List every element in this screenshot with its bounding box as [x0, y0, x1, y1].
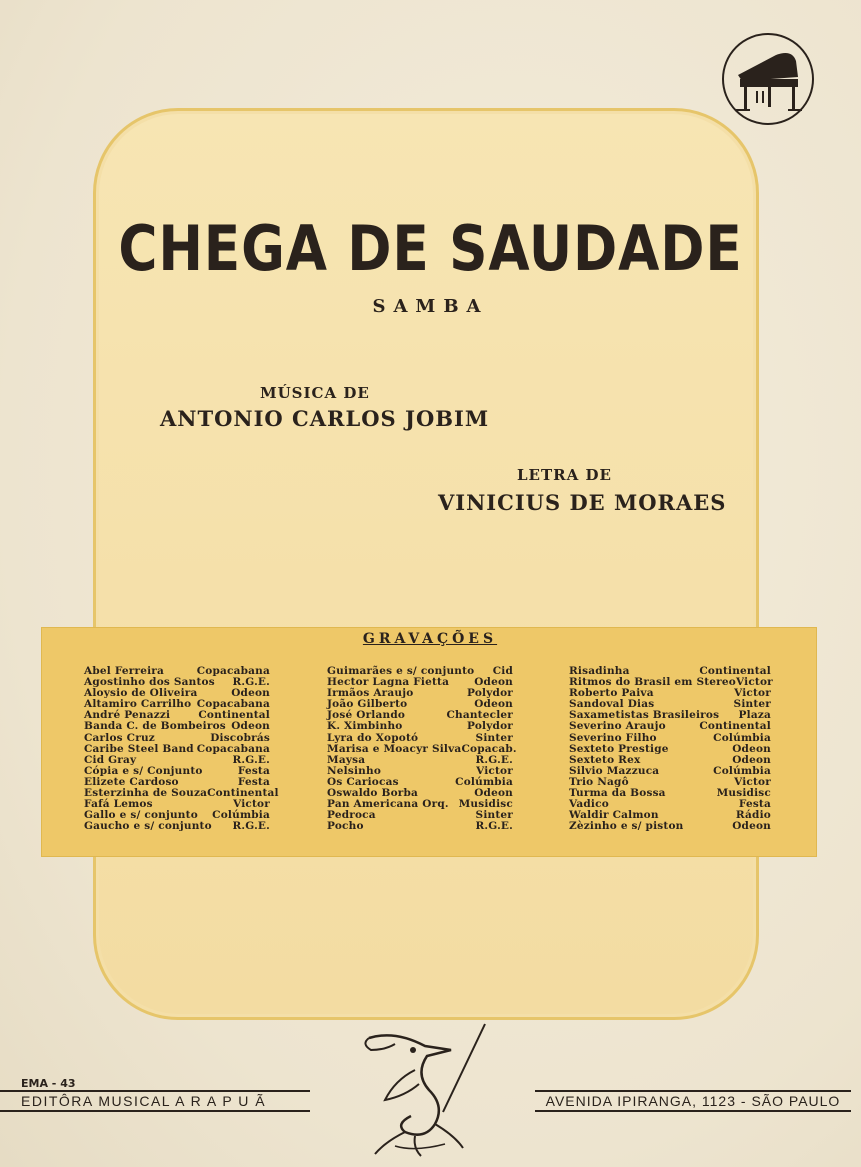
recording-label: Continental [207, 787, 279, 800]
publisher-address: AVENIDA IPIRANGA, 1123 - SÃO PAULO [535, 1090, 851, 1112]
recording-artist: Turma da Bossa [569, 787, 666, 800]
recording-artist: Irmãos Araujo [327, 687, 414, 700]
recording-label: Colúmbia [713, 731, 771, 744]
recording-artist: Banda C. de Bombeiros [84, 720, 226, 733]
recordings-heading: GRAVAÇÕES [362, 631, 498, 647]
recording-label: Copacabana [196, 698, 270, 711]
recording-artist: Altamiro Carrilho [84, 698, 192, 711]
recording-label: R.G.E. [232, 676, 270, 689]
recording-label: Odeon [732, 820, 771, 833]
recording-label: Victor [233, 798, 270, 811]
publisher-name: EDITÔRA MUSICAL A R A P U Ã [0, 1090, 310, 1112]
song-genre: SAMBA [372, 296, 489, 317]
lyrics-label: LETRA DE [517, 466, 612, 484]
music-label: MÚSICA DE [260, 384, 370, 402]
recording-artist: Saxametistas Brasileiros [569, 709, 720, 722]
recording-artist: Sexteto Rex [569, 753, 641, 766]
recording-artist: Aloysio de Oliveira [84, 687, 198, 700]
recording-label: Copacabana [196, 742, 270, 755]
recording-artist: Agostinho dos Santos [84, 676, 215, 689]
recording-artist: Caribe Steel Band [84, 742, 194, 755]
recording-artist: Risadinha [569, 665, 630, 677]
recordings-column-1 [84, 665, 279, 833]
recording-artist: Gallo e s/ conjunto [84, 809, 198, 822]
recording-label: Victor [734, 687, 771, 700]
recording-label: Rádio [735, 809, 771, 822]
recording-artist: João Gilberto [327, 698, 408, 711]
bird-mascot-icon [355, 1020, 505, 1160]
recording-label: Cid [492, 665, 513, 677]
recording-label: R.G.E. [475, 753, 513, 766]
recording-artist: Severino Araujo [569, 720, 666, 733]
recording-label: R.G.E. [232, 753, 270, 766]
recording-label: Continental [699, 665, 771, 677]
recording-label: Festa [738, 798, 771, 811]
recording-label: Sinter [475, 731, 513, 744]
recording-label: Festa [237, 775, 270, 788]
recording-label: Colúmbia [212, 809, 270, 822]
recording-row [569, 821, 771, 832]
recording-label: Continental [699, 720, 771, 733]
recording-artist: Zèzinho e s/ piston [569, 820, 684, 833]
recording-artist: Lyra do Xopotó [327, 731, 419, 744]
recording-label: Chantecler [446, 709, 513, 722]
recording-label: Victor [735, 676, 773, 689]
recording-artist: Pocho [327, 820, 364, 833]
recording-label: Colúmbia [713, 764, 771, 777]
recording-artist: K. Ximbinho [327, 720, 403, 733]
recording-artist: Hector Lagna Fietta [327, 676, 450, 689]
recording-label: Odeon [231, 687, 270, 700]
recording-label: Continental [198, 709, 270, 722]
recording-label: Musidisc [458, 798, 513, 811]
recording-artist: Marisa e Moacyr Silva [327, 742, 462, 755]
recording-label: Copacab. [461, 742, 517, 755]
recording-label: Copacabana [196, 665, 270, 677]
recording-artist: Trio Nagô [569, 775, 629, 788]
recording-label: Odeon [732, 742, 771, 755]
recording-label: Odeon [474, 698, 513, 711]
composer-name: ANTONIO CARLOS JOBIM [160, 406, 490, 431]
recording-artist: Carlos Cruz [84, 731, 155, 744]
recording-row [84, 821, 270, 832]
recording-artist: André Penazzi [84, 709, 171, 722]
recording-artist: José Orlando [327, 709, 406, 722]
recording-artist: Roberto Paiva [569, 687, 654, 700]
recording-label: Plaza [738, 709, 771, 722]
recording-artist: Fafá Lemos [84, 798, 153, 811]
recording-label: Odeon [732, 753, 771, 766]
recordings-column-3 [569, 666, 771, 832]
recording-row [569, 733, 771, 744]
recording-artist: Abel Ferreira [84, 665, 165, 677]
recording-artist: Sandoval Dias [569, 698, 655, 711]
recording-row [327, 733, 513, 744]
recording-label: Discobrás [210, 731, 270, 744]
lyricist-name: VINICIUS DE MORAES [438, 490, 727, 515]
recording-label: Polydor [467, 687, 513, 700]
recording-label: Odeon [474, 787, 513, 800]
recording-row [84, 733, 270, 744]
recording-label: Polydor [467, 720, 513, 733]
recording-artist: Ritmos do Brasil em Stereo [569, 676, 736, 689]
recording-label: Festa [237, 764, 270, 777]
recording-label: Victor [734, 775, 771, 788]
recording-artist: Nelsinho [327, 764, 382, 777]
song-title: CHEGA DE SAUDADE [118, 212, 743, 285]
recording-artist: Gaucho e s/ conjunto [84, 820, 212, 833]
recording-label: R.G.E. [232, 820, 270, 833]
recording-artist: Vadico [569, 798, 609, 811]
recording-row [327, 721, 513, 732]
recording-artist: Sexteto Prestige [569, 742, 669, 755]
recording-artist: Pan Americana Orq. [327, 798, 449, 811]
recording-artist: Esterzinha de Souza [84, 787, 208, 800]
recording-label: Colúmbia [455, 775, 513, 788]
recording-artist: Elizete Cardoso [84, 775, 179, 788]
grand-piano-icon [722, 33, 814, 125]
recording-row [569, 721, 771, 732]
recording-artist: Maysa [327, 753, 366, 766]
recording-row [327, 821, 513, 832]
recording-label: Sinter [475, 809, 513, 822]
recording-label: Odeon [231, 720, 270, 733]
recording-artist: Pedroca [327, 809, 376, 822]
recording-label: Odeon [474, 676, 513, 689]
recording-label: R.G.E. [475, 820, 513, 833]
recording-label: Sinter [733, 698, 771, 711]
recording-artist: Guimarães e s/ conjunto [327, 665, 475, 677]
recording-artist: Waldir Calmon [569, 809, 659, 822]
recording-label: Victor [476, 764, 513, 777]
recording-artist: Severino Filho [569, 731, 657, 744]
recording-row [84, 721, 270, 732]
recording-artist: Os Cariocas [327, 775, 399, 788]
recording-label: Musidisc [716, 787, 771, 800]
recording-artist: Oswaldo Borba [327, 787, 419, 800]
recording-artist: Cid Gray [84, 753, 137, 766]
publication-code: EMA - 43 [21, 1077, 76, 1090]
recording-artist: Cópia e s/ Conjunto [84, 764, 203, 777]
recording-artist: Silvio Mazzuca [569, 764, 660, 777]
recordings-column-2 [327, 665, 517, 833]
